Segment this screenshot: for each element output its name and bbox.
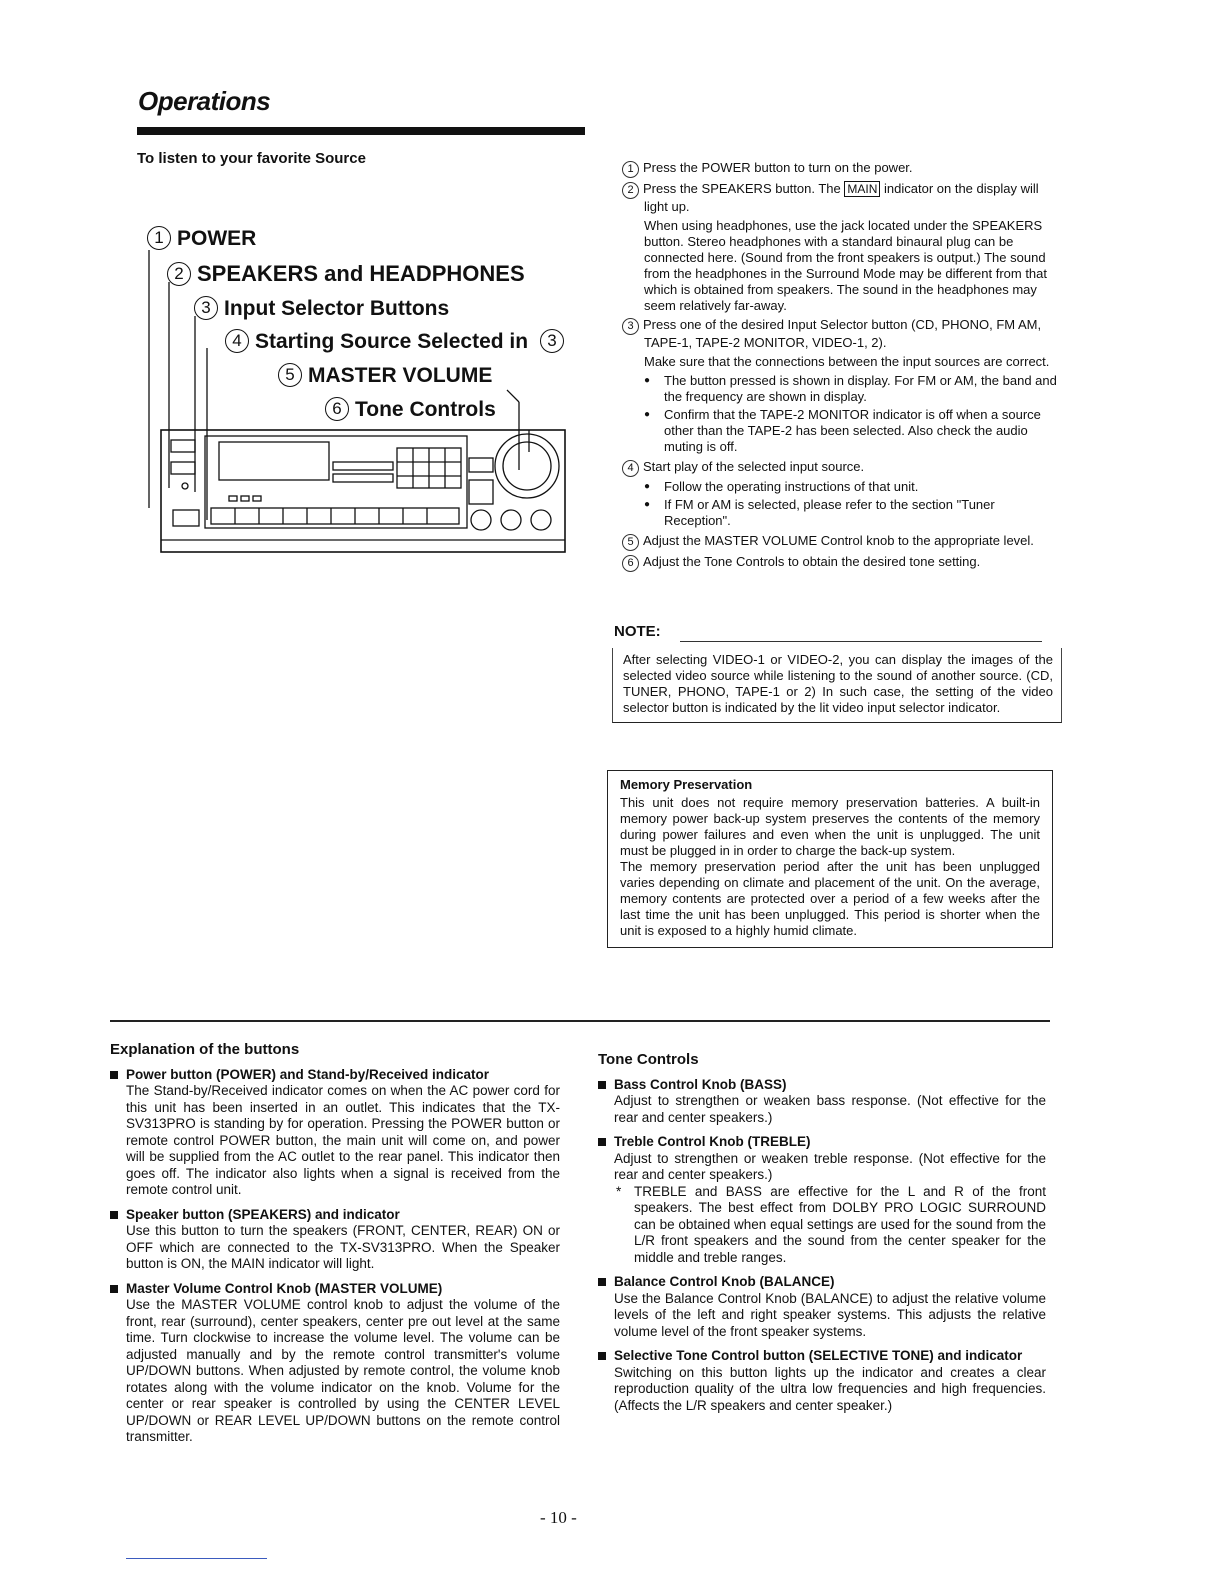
item-body: The Stand-by/Received indicator comes on when the AC power cord for this unit has been inserted in an outlet. This indicates that the TX-SV313PRO is standing by for operation. Pressing the POWER button or remote control POWER button, the main unit will come on, and power will be supplied from the AC outlet to the rear panel. This indicator then goes off. The indicator also lights when a signal is received from the remote control unit. bbox=[126, 1083, 560, 1197]
step-1 bbox=[622, 160, 1062, 178]
callout-number: 2 bbox=[167, 262, 191, 286]
section-subtitle: To listen to your favorite Source bbox=[137, 150, 366, 167]
section-divider bbox=[110, 1020, 1050, 1022]
memory-preservation-box bbox=[607, 770, 1053, 948]
step-number: 2 bbox=[622, 182, 639, 199]
explanation-column bbox=[110, 1042, 560, 1446]
bullet-item: ● If FM or AM is selected, please refer to the section "Tuner Reception". bbox=[622, 497, 1062, 529]
item-body: Switching on this button lights up the indicator and creates a clear reproduction quality of the ultra low frequencies and high frequencies. (Affects the L/R speakers and center speaker.) bbox=[614, 1364, 1046, 1413]
item-body: Adjust to strengthen or weaken bass response. (Not effective for the rear and center speakers.) bbox=[614, 1093, 1046, 1125]
steps-column bbox=[622, 160, 1062, 575]
item-body: Use the MASTER VOLUME control knob to adjust the volume of the front, rear (surround), center speakers, center pre out level at the same time. Turn clockwise to increase the volume level. The volume can be adjusted manually and by the remote control transmitter's volume UP/DOWN buttons. When adjusted by remote control, the volume knob rotates along with the volume indicator on the knob. Volume for the center or rear speaker is controlled by using the CENTER LEVEL UP/DOWN or REAR LEVEL UP/DOWN buttons on the remote control transmitter. bbox=[126, 1297, 560, 1444]
item-title: Treble Control Knob (TREBLE) bbox=[614, 1134, 811, 1149]
explanation-heading: Explanation of the buttons bbox=[110, 1041, 300, 1058]
page-number: - 10 - bbox=[540, 1508, 577, 1527]
step-text: Press the POWER button to turn on the power. bbox=[643, 160, 913, 175]
tone-item-selective bbox=[598, 1348, 1046, 1414]
explanation-item-speakers bbox=[110, 1207, 560, 1273]
callout-number: 5 bbox=[278, 363, 302, 387]
step-number: 1 bbox=[622, 161, 639, 178]
item-title: Balance Control Knob (BALANCE) bbox=[614, 1274, 835, 1289]
step-number: 5 bbox=[622, 534, 639, 551]
memory-paragraph-1: This unit does not require memory preservation batteries. A built-in memory power back-up system preserves the contents of the memory during power failures and even when the unit is unplugged. The unit must be plugged in in order to charge the back-up system. bbox=[620, 795, 1040, 858]
callout-number: 4 bbox=[225, 329, 249, 353]
callout-number: 6 bbox=[325, 397, 349, 421]
tone-heading: Tone Controls bbox=[598, 1051, 699, 1068]
note-rule bbox=[680, 641, 1042, 642]
step-number: 3 bbox=[622, 318, 639, 335]
step-4 bbox=[622, 459, 1062, 477]
note-text: After selecting VIDEO-1 or VIDEO-2, you can display the images of the selected video source while listening to the sound of another source. (CD, TUNER, PHONO, TAPE-1 or 2) In such case, the setting of the video selector button is indicated by the lit video input selector indicator. bbox=[623, 652, 1053, 715]
item-title: Speaker button (SPEAKERS) and indicator bbox=[126, 1206, 400, 1222]
step-paragraph: Make sure that the connections between the input sources are correct. bbox=[644, 354, 1050, 369]
memory-title: Memory Preservation bbox=[620, 777, 753, 792]
callout-ref-number: 3 bbox=[540, 329, 564, 353]
bullet-item: ● The button pressed is shown in display. For FM or AM, the band and the frequency are shown in display. bbox=[622, 373, 1062, 405]
callout-number: 3 bbox=[194, 296, 218, 320]
note-label: NOTE: bbox=[614, 623, 661, 640]
item-title: Bass Control Knob (BASS) bbox=[614, 1076, 787, 1092]
explanation-item-master-volume bbox=[110, 1281, 560, 1446]
bullet-item: ● Follow the operating instructions of that unit. bbox=[622, 479, 1062, 495]
callout-number: 1 bbox=[147, 226, 171, 250]
treble-footnote: * TREBLE and BASS are effective for the L and R of the front speakers. The best effect from DOLBY PRO LOGIC SURROUND can be obtained when equal settings are used for the sound from the L/R front speakers and the sound from the center speaker for the middle and treble ranges. bbox=[614, 1184, 1046, 1267]
step-text: Start play of the selected input source. bbox=[643, 459, 865, 474]
bullet-item: ● Confirm that the TAPE-2 MONITOR indicator is off when a source other than the TAPE-2 has been selected. Also check the audio muting is off. bbox=[622, 407, 1062, 455]
step-3 bbox=[622, 317, 1062, 370]
main-indicator-label: MAIN bbox=[844, 181, 880, 197]
explanation-item-power bbox=[110, 1067, 560, 1199]
item-body: Use the Balance Control Knob (BALANCE) to adjust the relative volume levels of the left and right speaker systems. This adjusts the relative volume level of the front speaker systems. bbox=[614, 1290, 1046, 1339]
footer-rule bbox=[126, 1558, 267, 1559]
item-body: Adjust to strengthen or weaken treble response. (Not effective for the rear and center speakers.) bbox=[614, 1150, 1046, 1182]
note-box bbox=[612, 648, 1062, 723]
item-title: Selective Tone Control button (SELECTIVE TONE) and indicator bbox=[614, 1348, 1023, 1363]
callout-label: SPEAKERS and HEADPHONES bbox=[197, 261, 525, 286]
step-6 bbox=[622, 554, 1062, 572]
step-5 bbox=[622, 533, 1062, 551]
tone-item-balance bbox=[598, 1274, 1046, 1340]
tone-controls-column bbox=[598, 1052, 1046, 1414]
step-text-cont: indicator on the display will light up. bbox=[644, 181, 1039, 214]
step-text: Adjust the MASTER VOLUME Control knob to the appropriate level. bbox=[643, 533, 1034, 548]
step-text: Press the SPEAKERS button. The bbox=[643, 181, 841, 196]
callout-label: MASTER VOLUME bbox=[308, 364, 493, 387]
step-number: 4 bbox=[622, 460, 639, 477]
receiver-front-panel-illustration bbox=[135, 230, 585, 560]
memory-paragraph-2: The memory preservation period after the unit has been unplugged varies depending on climate and placement of the unit. On the average, memory contents are protected over a period of a few weeks after the last time the unit has been unplugged. This period is shorter when the unit is exposed to a highly humid climate. bbox=[620, 859, 1040, 938]
callout-label: Input Selector Buttons bbox=[224, 297, 450, 320]
callout-label: Starting Source Selected in bbox=[255, 330, 529, 353]
callout-label: POWER bbox=[177, 227, 257, 250]
page-title: Operations bbox=[138, 86, 271, 116]
step-number: 6 bbox=[622, 555, 639, 572]
callout-label: Tone Controls bbox=[355, 398, 496, 421]
step-2 bbox=[622, 181, 1062, 314]
item-title: Power button (POWER) and Stand-by/Received indicator bbox=[126, 1066, 490, 1082]
item-body: Use this button to turn the speakers (FRONT, CENTER, REAR) ON or OFF which are connected to the TX-SV313PRO. When the Speaker button is ON, the MAIN indicator will light. bbox=[126, 1223, 560, 1271]
step-paragraph: When using headphones, use the jack located under the SPEAKERS button. Stereo headphones with a standard binaural plug can be connected here. (Sound from the front speakers is output.) The sound from the headphones in the Surround Mode may be different from that which is obtained from speakers. The sound in the headphones may seem relatively far-away. bbox=[644, 218, 1047, 313]
step-text: Press one of the desired Input Selector button (CD, PHONO, FM AM, TAPE-1, TAPE-2 MONITOR, VIDEO-1, 2). bbox=[643, 317, 1042, 350]
step-text: Adjust the Tone Controls to obtain the desired tone setting. bbox=[643, 554, 981, 569]
tone-item-treble bbox=[598, 1134, 1046, 1266]
tone-item-bass bbox=[598, 1077, 1046, 1127]
item-title: Master Volume Control Knob (MASTER VOLUME) bbox=[126, 1280, 443, 1296]
title-rule bbox=[137, 127, 585, 135]
